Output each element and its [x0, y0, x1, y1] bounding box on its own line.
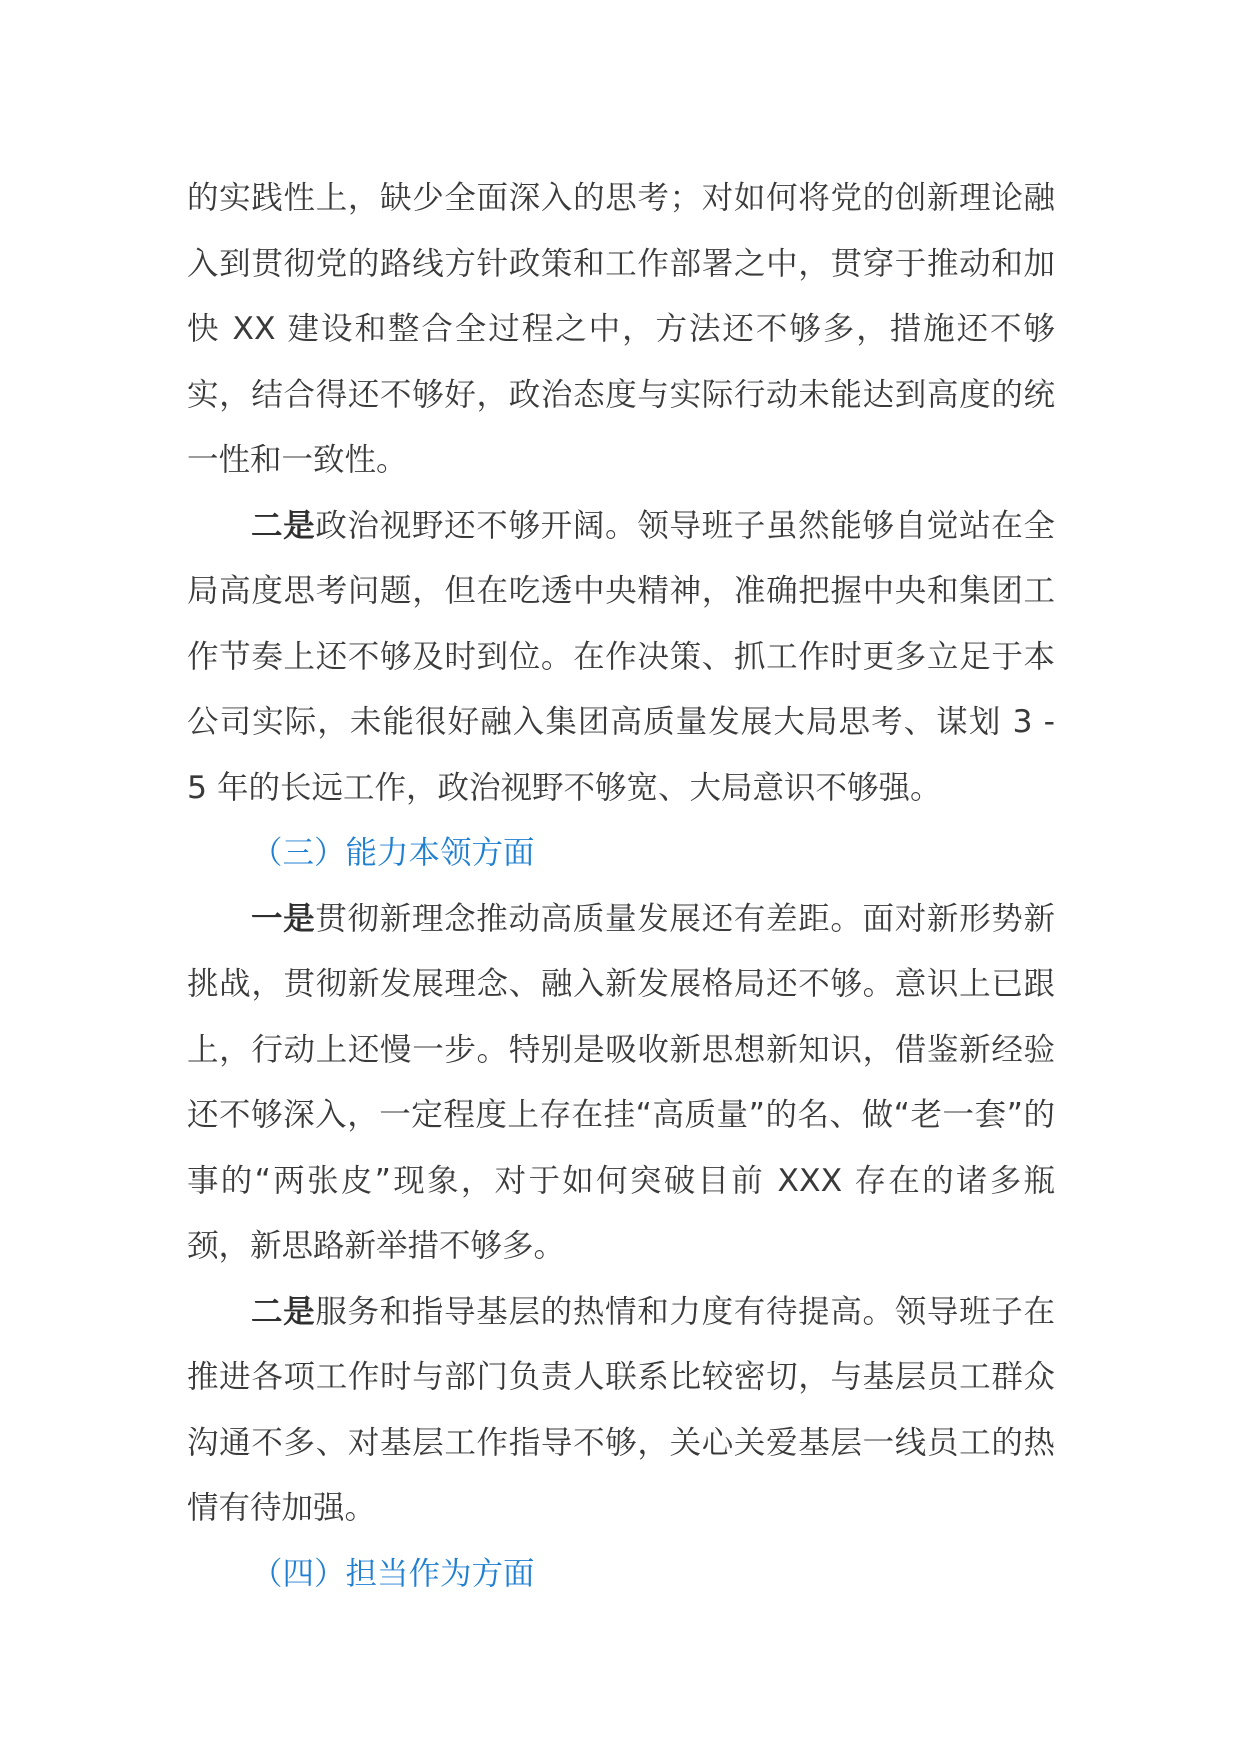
paragraph-lead: 二是 — [251, 507, 316, 544]
paragraph-text: 的实践性上，缺少全面深入的思考；对如何将党的创新理论融入到贯彻党的路线方针政策和工作部署之中，贯穿于推动和加快 XX 建设和整合全过程之中，方法还不够多，措施还不够实，结合得还不够好，政治态度与实际行动未能达到高度的统一性和一致性。 — [187, 180, 1055, 478]
paragraph-new-concepts — [187, 887, 1055, 1280]
document-body — [187, 166, 1055, 1607]
paragraph-political-vision — [187, 494, 1055, 822]
paragraph-lead: 二是 — [251, 1293, 316, 1330]
paragraph-grassroots-service — [187, 1280, 1055, 1542]
paragraph-text: 政治视野还不够开阔。领导班子虽然能够自觉站在全局高度思考问题，但在吃透中央精神，准确把握中央和集团工作节奏上还不够及时到位。在作决策、抓工作时更多立足于本公司实际，未能很好融入集团高质量发展大局思考、谋划 3 - 5 年的长远工作，政治视野不够宽、大局意识不够强。 — [187, 507, 1055, 806]
paragraph-text: 服务和指导基层的热情和力度有待提高。领导班子在推进各项工作时与部门负责人联系比较密切，与基层员工群众沟通不多、对基层工作指导不够，关心关爱基层一线员工的热情有待加强。 — [187, 1293, 1055, 1526]
paragraph-text: 贯彻新理念推动高质量发展还有差距。面对新形势新挑战，贯彻新发展理念、融入新发展格局还不够。意识上已跟上，行动上还慢一步。特别是吸收新思想新知识，借鉴新经验还不够深入，一定程度上存在挂“高质量”的名、做“老一套”的事的“两张皮”现象，对于如何突破目前 XXX 存在的诸多瓶颈，新思路新举措不够多。 — [187, 900, 1055, 1264]
paragraph-continuation — [187, 166, 1055, 494]
section-heading-capability: （三）能力本领方面 — [251, 835, 535, 871]
section-heading-responsibility: （四）担当作为方面 — [251, 1555, 535, 1592]
paragraph-lead: 一是 — [251, 900, 316, 937]
